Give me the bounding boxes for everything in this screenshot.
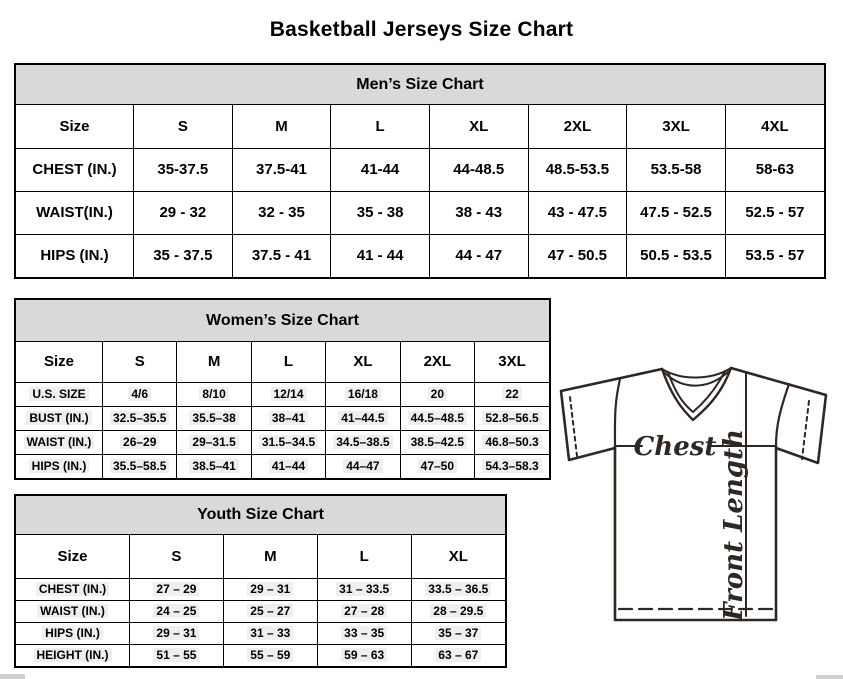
size-value-text: 29 – 31 [247,582,293,596]
size-value-text: 44 - 47 [455,247,503,265]
size-value-cell [251,454,325,478]
measurement-row [16,406,549,430]
womens-table [16,342,549,478]
page-title: Basketball Jerseys Size Chart [269,18,574,42]
measurement-row [16,191,824,234]
measurement-row [16,382,549,406]
row-label-text: WAIST (IN.) [37,604,108,618]
mens-table-title: Men’s Size Chart [16,65,824,105]
size-value-cell [627,234,726,277]
left-cuff-stitch-dashed [570,397,577,456]
size-column-header: M [223,535,317,578]
size-value-cell [528,191,627,234]
size-value-cell [725,234,824,277]
size-column-header: 2XL [400,342,474,382]
measurement-row [16,430,549,454]
jersey-left-armhole-seam [615,379,620,446]
size-value-text: 46.8–50.3 [482,435,541,449]
size-value-cell [317,644,411,666]
measurement-row [16,148,824,191]
size-value-text: 41–44.5 [338,411,387,425]
size-value-text: 53.5 - 57 [745,247,805,265]
size-value-cell [134,191,233,234]
size-label-header: Size [16,105,134,148]
jersey-measurement-diagram [556,360,838,630]
jersey-diagram-svg [556,360,838,630]
size-header-row [16,105,824,148]
size-value-text: 20 [428,387,447,401]
size-value-text: 53.5-58 [650,161,702,178]
size-value-cell [103,454,177,478]
size-value-cell [627,191,726,234]
size-column-header: S [130,535,224,578]
row-label-text: HIPS (IN.) [40,247,109,265]
size-value-text: 47.5 - 52.5 [640,204,712,221]
row-label-cell [16,454,103,478]
size-value-text: 59 – 63 [341,648,387,662]
size-value-text: 41-44 [360,161,400,178]
size-header-row [16,342,549,382]
size-value-cell [326,430,400,454]
row-label-text: BUST (IN.) [26,411,91,425]
jersey-back-collar-arc-outer [662,368,731,378]
measurement-row [16,578,505,600]
row-label-text: U.S. SIZE [29,387,88,401]
size-value-text: 12/14 [271,387,307,401]
size-value-text: 31.5–34.5 [259,435,318,449]
size-value-text: 22 [502,387,521,401]
size-value-text: 35-37.5 [157,161,209,178]
size-value-cell [223,644,317,666]
size-value-cell [177,406,251,430]
size-value-cell [251,406,325,430]
row-label-text: WAIST (IN.) [24,435,95,449]
size-value-cell [317,600,411,622]
right-cuff-stitch-dashed [802,401,809,459]
size-value-text: 32 - 35 [258,204,305,221]
size-value-cell [317,578,411,600]
size-value-cell [326,406,400,430]
size-value-cell [134,234,233,277]
size-value-cell [326,382,400,406]
size-value-text: 44-48.5 [453,161,505,178]
size-value-cell [429,191,528,234]
size-value-text: 37.5 - 41 [251,247,312,265]
size-value-cell [475,430,549,454]
size-column-header: XL [326,342,400,382]
size-column-header: L [331,105,430,148]
size-label-header: Size [16,342,103,382]
size-value-text: 43 - 47.5 [547,204,607,221]
size-value-cell [317,622,411,644]
size-value-text: 47–50 [418,459,457,473]
size-value-cell [177,430,251,454]
size-value-text: 52.5 - 57 [745,204,805,221]
size-value-text: 31 – 33 [247,626,293,640]
size-value-text: 48.5-53.5 [545,161,610,178]
row-label-text: CHEST (IN.) [36,582,109,596]
size-value-cell [411,578,505,600]
size-value-text: 27 – 29 [153,582,199,596]
front-length-label: Front Length [719,429,749,621]
row-label-cell [16,644,130,666]
size-value-text: 63 – 67 [435,648,481,662]
size-value-text: 34.5–38.5 [333,435,392,449]
size-value-text: 38 - 43 [455,204,503,221]
size-value-text: 35.5–58.5 [110,459,169,473]
row-label-cell [16,234,134,277]
size-value-text: 54.3–58.3 [482,459,541,473]
size-value-text: 44–47 [343,459,382,473]
jersey-collar-outer [662,368,731,420]
jersey-body [615,446,776,620]
size-value-cell [223,622,317,644]
size-column-header: 2XL [528,105,627,148]
size-value-text: 58-63 [755,161,795,178]
size-value-cell [411,644,505,666]
row-label-cell [16,382,103,406]
row-label-cell [16,600,130,622]
size-value-cell [130,600,224,622]
size-value-cell [134,148,233,191]
size-value-text: 38.5–41 [189,459,238,473]
size-column-header: L [251,342,325,382]
mens-size-chart [14,63,826,279]
size-value-cell [103,430,177,454]
size-value-cell [400,382,474,406]
size-value-cell [223,600,317,622]
row-label-text: HEIGHT (IN.) [34,648,112,662]
size-value-text: 25 – 27 [247,604,293,618]
size-value-text: 41 - 44 [356,247,404,265]
size-value-text: 27 – 28 [341,604,387,618]
size-value-cell [130,578,224,600]
row-label-cell [16,622,130,644]
size-value-cell [177,454,251,478]
size-value-cell [130,622,224,644]
row-label-text: HIPS (IN.) [42,626,103,640]
size-value-text: 47 - 50.5 [547,247,607,265]
size-value-cell [528,234,627,277]
size-value-text: 35 - 37.5 [153,247,213,265]
womens-size-chart [14,298,551,480]
size-value-cell [103,382,177,406]
size-value-cell [251,382,325,406]
size-column-header: XL [411,535,505,578]
row-label-text: WAIST(IN.) [36,204,113,221]
youth-size-chart [14,494,507,668]
size-value-text: 52.8–56.5 [482,411,541,425]
size-column-header: 3XL [475,342,549,382]
measurement-row [16,644,505,666]
size-value-text: 41–44 [269,459,308,473]
mens-table [16,105,824,277]
size-column-header: S [103,342,177,382]
size-value-text: 44.5–48.5 [408,411,467,425]
size-value-cell [475,406,549,430]
size-value-cell [177,382,251,406]
size-value-text: 50.5 - 53.5 [640,247,712,265]
size-value-cell [130,644,224,666]
size-header-row [16,535,505,578]
row-label-text: CHEST (IN.) [32,161,117,178]
size-value-cell [232,148,331,191]
row-label-cell [16,430,103,454]
size-value-cell [429,148,528,191]
size-value-text: 4/6 [128,387,151,401]
size-column-header: M [232,105,331,148]
size-column-header: L [317,535,411,578]
size-value-cell [251,430,325,454]
size-column-header: M [177,342,251,382]
horizontal-scrollbar-fragment-right[interactable] [816,675,843,679]
row-label-text: HIPS (IN.) [29,459,90,473]
size-value-text: 29 - 32 [159,204,207,221]
size-value-text: 29 – 31 [153,626,199,640]
size-value-text: 37.5-41 [256,161,307,178]
youth-table-title: Youth Size Chart [16,496,505,535]
size-value-text: 33.5 – 36.5 [425,582,491,596]
size-value-text: 38–41 [269,411,308,425]
size-value-cell [411,600,505,622]
size-value-cell [223,578,317,600]
size-value-cell [627,148,726,191]
size-value-cell [232,191,331,234]
youth-table [16,535,505,666]
size-value-text: 8/10 [199,387,228,401]
size-value-cell [400,430,474,454]
chest-label: Chest [633,432,717,462]
size-value-text: 24 – 25 [153,604,199,618]
row-label-cell [16,578,130,600]
size-value-cell [400,406,474,430]
size-value-cell [400,454,474,478]
row-label-cell [16,191,134,234]
size-value-cell [232,234,331,277]
size-value-cell [331,234,430,277]
size-value-cell [331,148,430,191]
size-value-cell [475,382,549,406]
size-value-text: 51 – 55 [153,648,199,662]
size-value-text: 33 – 35 [341,626,387,640]
horizontal-scrollbar-fragment-left[interactable] [0,674,25,679]
size-value-text: 28 – 29.5 [430,604,486,618]
size-value-text: 16/18 [345,387,381,401]
measurement-row [16,622,505,644]
size-value-cell [411,622,505,644]
size-column-header: 4XL [725,105,824,148]
row-label-cell [16,148,134,191]
size-value-text: 38.5–42.5 [408,435,467,449]
size-value-cell [475,454,549,478]
size-value-cell [429,234,528,277]
measurement-row [16,600,505,622]
size-value-cell [725,191,824,234]
size-column-header: S [134,105,233,148]
size-value-text: 31 – 33.5 [336,582,392,596]
size-value-text: 35 – 37 [435,626,481,640]
size-value-cell [528,148,627,191]
womens-table-title: Women’s Size Chart [16,300,549,342]
size-value-text: 35 - 38 [356,204,404,221]
size-value-text: 35.5–38 [189,411,238,425]
size-column-header: XL [429,105,528,148]
size-value-cell [725,148,824,191]
size-value-cell [331,191,430,234]
measurement-row [16,234,824,277]
row-label-cell [16,406,103,430]
jersey-right-armhole-seam [776,384,789,446]
size-value-text: 29–31.5 [189,435,238,449]
size-value-text: 32.5–35.5 [110,411,169,425]
measurement-row [16,454,549,478]
size-value-cell [103,406,177,430]
size-value-text: 55 – 59 [247,648,293,662]
size-label-header: Size [16,535,130,578]
size-value-text: 26–29 [120,435,159,449]
size-column-header: 3XL [627,105,726,148]
size-value-cell [326,454,400,478]
